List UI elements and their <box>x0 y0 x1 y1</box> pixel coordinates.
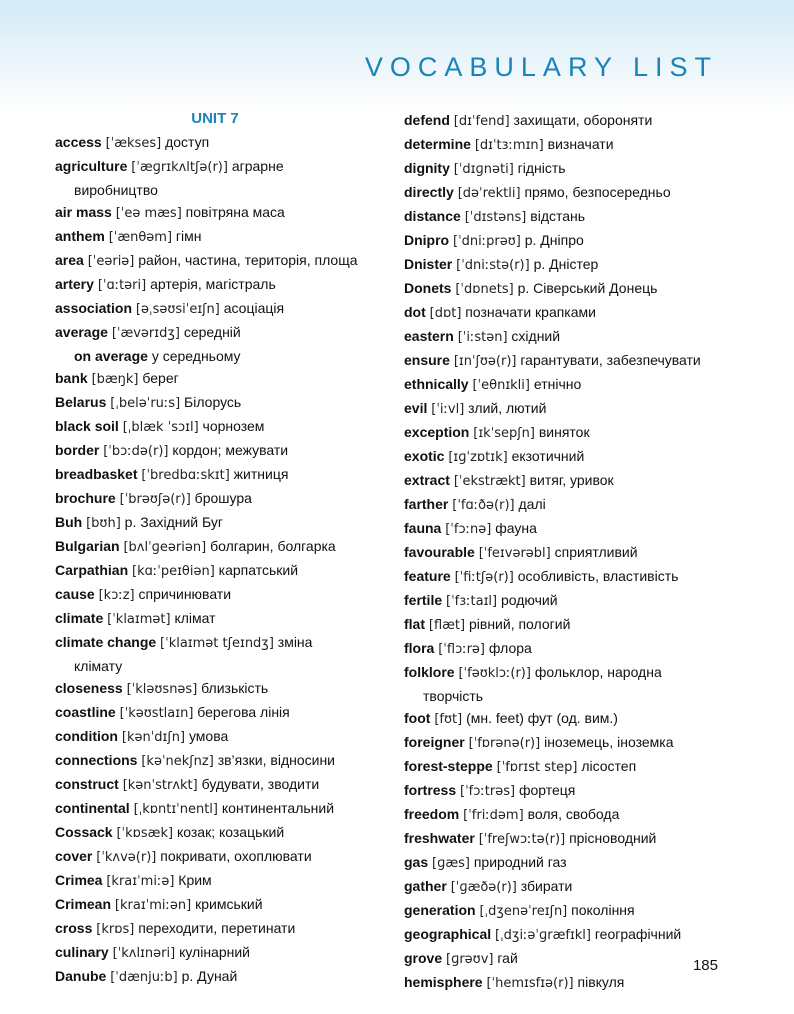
translation: екзотичний <box>511 448 585 464</box>
translation: злий, лютий <box>468 400 547 416</box>
transcription: [ˈklaɪmət tʃeɪndʒ] <box>160 636 274 651</box>
translation: покоління <box>571 902 635 918</box>
headword: Belarus <box>55 394 107 410</box>
translation: переходити, перетинати <box>138 920 296 936</box>
vocab-entry <box>404 803 744 827</box>
translation: брошура <box>194 490 252 506</box>
headword: freshwater <box>404 830 475 846</box>
transcription: [ˈdɪstəns] <box>464 210 527 225</box>
headword: construct <box>55 776 119 792</box>
transcription: [kənˈdɪʃn] <box>121 730 186 745</box>
vocab-entry <box>55 273 385 297</box>
transcription: [ˈkʌvə(r)] <box>96 850 157 865</box>
translation: середній <box>183 324 241 340</box>
headword: Bulgarian <box>55 538 120 554</box>
vocab-entry <box>55 773 385 797</box>
headword: breadbasket <box>55 466 138 482</box>
vocab-entry <box>404 851 744 875</box>
translation: покривати, охоплювати <box>160 848 312 864</box>
transcription: [kɑːˈpeɪθiən] <box>132 564 215 579</box>
translation: відстань <box>530 208 586 224</box>
transcription: [ˈfɔːnə] <box>445 522 492 537</box>
translation: збирати <box>520 878 573 894</box>
headword: connections <box>55 752 138 768</box>
headword: agriculture <box>55 158 128 174</box>
headword: air mass <box>55 204 112 220</box>
transcription: [dɪˈtɜːmɪn] <box>474 138 544 153</box>
transcription: [ˈfriːdəm] <box>463 808 524 823</box>
vocab-entry <box>404 373 744 397</box>
headword: Carpathian <box>55 562 129 578</box>
transcription: [ɪnˈʃʊə(r)] <box>453 354 517 369</box>
vocab-entry <box>404 707 744 731</box>
translation: аграрне <box>231 158 284 174</box>
headword: eastern <box>404 328 454 344</box>
vocab-entry <box>55 201 385 225</box>
transcription: [ˈfɒrɪst step] <box>496 760 578 775</box>
vocab-entry <box>404 133 744 157</box>
vocab-entry <box>55 725 385 749</box>
transcription: [ˈeəriə] <box>87 254 135 269</box>
entry-continuation <box>404 685 744 707</box>
transcription: [ˈdɪɡnəti] <box>453 162 514 177</box>
headword: evil <box>404 400 428 416</box>
vocab-entry <box>404 301 744 325</box>
vocab-entry <box>404 565 744 589</box>
headword: artery <box>55 276 94 292</box>
transcription: [ˈiːvl] <box>431 402 465 417</box>
headword: Donets <box>404 280 452 296</box>
vocab-entry <box>55 749 385 773</box>
vocab-entry <box>404 253 744 277</box>
headword: Crimea <box>55 872 103 888</box>
translation: сприятливий <box>554 544 638 560</box>
headword: border <box>55 442 100 458</box>
headword: average <box>55 324 108 340</box>
transcription: [ˌbeləˈruːs] <box>110 396 181 411</box>
translation: карпатський <box>218 562 299 578</box>
headword: Cossack <box>55 824 113 840</box>
translation: Крим <box>178 872 212 888</box>
vocab-entry <box>404 923 744 947</box>
transcription: [ˈflɔːrə] <box>438 642 486 657</box>
translation: захищати, обороняти <box>513 112 653 128</box>
translation: гімн <box>175 228 202 244</box>
translation: болгарин, болгарка <box>210 538 336 554</box>
transcription: [ˈkʌlɪnəri] <box>112 946 176 961</box>
headword: determine <box>404 136 471 152</box>
headword: defend <box>404 112 450 128</box>
transcription: [kənˈstrʌkt] <box>122 778 198 793</box>
translation: кулінарний <box>179 944 250 960</box>
transcription: [ˈɑːtəri] <box>97 278 147 293</box>
headword: generation <box>404 902 476 918</box>
translation: фауна <box>495 520 537 536</box>
vocab-entry <box>404 613 744 637</box>
translation: берег <box>142 370 179 386</box>
vocab-entry <box>404 205 744 229</box>
translation: близькість <box>201 680 269 696</box>
translation: географічний <box>594 926 682 942</box>
transcription: [ˈæɡrɪkʌltʃə(r)] <box>131 160 228 175</box>
translation: Білорусь <box>184 394 242 410</box>
transcription: [ˈɡæðə(r)] <box>450 880 517 895</box>
headword: fertile <box>404 592 443 608</box>
vocab-entry <box>404 349 744 373</box>
translation: артерія, магістраль <box>150 276 276 292</box>
vocab-entry <box>404 755 744 779</box>
transcription: [ˈeθnɪkli] <box>472 378 530 393</box>
transcription: [ɡrəʊv] <box>446 952 494 967</box>
vocab-entry <box>404 325 744 349</box>
translation: берегова лінія <box>197 704 290 720</box>
vocab-entry <box>55 821 385 845</box>
transcription: [ˈdniːstə(r)] <box>456 258 530 273</box>
translation: спричинювати <box>138 586 232 602</box>
vocab-entry <box>55 463 385 487</box>
page-title: VOCABULARY LIST <box>364 52 718 82</box>
entry-continuation <box>55 345 385 367</box>
headword: coastline <box>55 704 116 720</box>
vocab-entry <box>404 637 744 661</box>
transcription: [ˈklaɪmət] <box>107 612 171 627</box>
translation: кордон; межувати <box>172 442 289 458</box>
transcription: [ˈbredbɑːskɪt] <box>141 468 230 483</box>
headword: on average <box>74 348 148 364</box>
headword: freedom <box>404 806 460 822</box>
translation: клімат <box>174 610 216 626</box>
vocab-entry <box>404 731 744 755</box>
left-column <box>55 109 385 989</box>
vocab-entry <box>55 917 385 941</box>
transcription: [ˌkɒntɪˈnentl] <box>133 802 218 817</box>
vocab-entry <box>55 391 385 415</box>
vocab-entry <box>404 421 744 445</box>
transcription: [ɡæs] <box>432 856 470 871</box>
vocab-entry <box>55 845 385 869</box>
transcription: [ɪɡˈzɒtɪk] <box>448 450 508 465</box>
translation: козак; козацький <box>176 824 285 840</box>
headword: black soil <box>55 418 119 434</box>
headword: fortress <box>404 782 457 798</box>
vocab-entry <box>404 779 744 803</box>
headword: association <box>55 300 133 316</box>
transcription: [ˈfɑːðə(r)] <box>452 498 515 513</box>
transcription: [ˈeə mæs] <box>115 206 182 221</box>
headword: extract <box>404 472 450 488</box>
transcription: [ˈfɒrənə(r)] <box>468 736 541 751</box>
transcription: [ˌblæk ˈsɔɪl] <box>122 420 199 435</box>
headword: exception <box>404 424 470 440</box>
translation: чорнозем <box>202 418 265 434</box>
vocab-entry <box>55 367 385 391</box>
translation: прямо, безпосередньо <box>524 184 671 200</box>
translation: визначати <box>547 136 614 152</box>
vocab-entry <box>55 631 385 655</box>
headword: dot <box>404 304 426 320</box>
transcription: [ˈdniːprəʊ] <box>453 234 521 249</box>
vocab-entry <box>404 229 744 253</box>
headword: cause <box>55 586 95 602</box>
vocab-entry <box>404 277 744 301</box>
vocab-entry <box>55 583 385 607</box>
transcription: [krɒs] <box>96 922 135 937</box>
vocab-entry <box>404 661 744 685</box>
transcription: [ˈiːstən] <box>457 330 508 345</box>
headword: exotic <box>404 448 445 464</box>
headword: culinary <box>55 944 109 960</box>
right-entries <box>404 109 744 995</box>
headword: Buh <box>55 514 83 530</box>
headword: grove <box>404 950 443 966</box>
entry-continuation <box>55 179 385 201</box>
vocab-entry <box>404 469 744 493</box>
translation: природний газ <box>473 854 567 870</box>
vocab-entry <box>404 971 744 995</box>
vocab-entry <box>55 511 385 535</box>
transcription: [fʊt] <box>434 712 463 727</box>
translation: гідність <box>517 160 566 176</box>
vocab-entry <box>404 589 744 613</box>
translation: асоціація <box>223 300 285 316</box>
translation: творчість <box>423 688 484 704</box>
translation: витяг, уривок <box>529 472 614 488</box>
translation: р. Сіверський Донець <box>517 280 658 296</box>
translation: прісноводний <box>569 830 657 846</box>
translation: континентальний <box>221 800 335 816</box>
headword: foot <box>404 710 431 726</box>
transcription: [ˈdænjuːb] <box>110 970 178 985</box>
headword: fauna <box>404 520 442 536</box>
right-column <box>404 109 744 995</box>
translation: етнічно <box>533 376 582 392</box>
translation: іноземець, іноземка <box>544 734 674 750</box>
headword: geographical <box>404 926 492 942</box>
headword: access <box>55 134 102 150</box>
transcription: [əˌsəʊsiˈeɪʃn] <box>135 302 220 317</box>
vocab-entry <box>55 131 385 155</box>
headword: bank <box>55 370 88 386</box>
vocab-entry <box>55 941 385 965</box>
translation: повітряна маса <box>185 204 285 220</box>
translation: р. Західний Буг <box>124 514 224 530</box>
transcription: [ˈdɒnets] <box>455 282 514 297</box>
headword: closeness <box>55 680 123 696</box>
translation: рівний, пологий <box>468 616 571 632</box>
headword: gather <box>404 878 447 894</box>
headword: forest-steppe <box>404 758 493 774</box>
transcription: [ˈfɔːtrəs] <box>460 784 516 799</box>
headword: dignity <box>404 160 450 176</box>
headword: flora <box>404 640 435 656</box>
transcription: [ˈhemɪsfɪə(r)] <box>486 976 574 991</box>
transcription: [ˈænθəm] <box>108 230 173 245</box>
transcription: [dɒt] <box>429 306 462 321</box>
vocab-entry <box>55 607 385 631</box>
vocab-entry <box>55 701 385 725</box>
headword: climate change <box>55 634 157 650</box>
headword: directly <box>404 184 454 200</box>
headword: area <box>55 252 84 268</box>
transcription: [dɪˈfend] <box>453 114 510 129</box>
translation: у середньому <box>151 348 241 364</box>
vocab-entry <box>404 899 744 923</box>
translation: флора <box>488 640 532 656</box>
headword: flat <box>404 616 425 632</box>
vocab-entry <box>404 397 744 421</box>
vocab-entry <box>55 869 385 893</box>
translation: умова <box>188 728 229 744</box>
transcription: [ˈfəʊklɔː(r)] <box>458 666 531 681</box>
headword: Dnister <box>404 256 453 272</box>
transcription: [flæt] <box>428 618 466 633</box>
headword: continental <box>55 800 130 816</box>
translation: фольклор, народна <box>534 664 662 680</box>
translation: зв’язки, відносини <box>217 752 336 768</box>
headword: favourable <box>404 544 475 560</box>
vocab-entry <box>55 439 385 463</box>
transcription: [kraɪˈmiːə] <box>106 874 175 889</box>
translation: фортеця <box>518 782 576 798</box>
translation: кримський <box>195 896 263 912</box>
vocab-entry <box>404 109 744 133</box>
vocab-entry <box>55 893 385 917</box>
translation: виробництво <box>74 182 158 198</box>
transcription: [ˈækses] <box>105 136 162 151</box>
translation: клімату <box>74 658 123 674</box>
vocab-entry <box>55 797 385 821</box>
transcription: [ˈfeɪvərəbl] <box>478 546 551 561</box>
transcription: [ˈbrəʊʃə(r)] <box>119 492 191 507</box>
vocab-entry <box>404 493 744 517</box>
entry-continuation <box>55 655 385 677</box>
vocab-entry <box>55 321 385 345</box>
vocab-entry <box>55 677 385 701</box>
vocab-entry <box>404 541 744 565</box>
left-entries <box>55 131 385 989</box>
headword: foreigner <box>404 734 465 750</box>
translation: особливість, властивість <box>517 568 679 584</box>
translation: р. Дунай <box>181 968 238 984</box>
headword: gas <box>404 854 429 870</box>
headword: feature <box>404 568 451 584</box>
headword: cover <box>55 848 93 864</box>
headword: distance <box>404 208 461 224</box>
translation: півкуля <box>577 974 625 990</box>
headword: ensure <box>404 352 450 368</box>
vocab-entry <box>404 181 744 205</box>
transcription: [kɔːz] <box>98 588 135 603</box>
translation: (мн. feet) фут (од. вим.) <box>466 710 618 726</box>
transcription: [kəˈnekʃnz] <box>141 754 214 769</box>
vocab-entry <box>55 965 385 989</box>
headword: cross <box>55 920 93 936</box>
vocab-entry <box>55 415 385 439</box>
transcription: [bʌlˈɡeəriən] <box>123 540 207 555</box>
translation: доступ <box>165 134 210 150</box>
vocab-entry <box>404 827 744 851</box>
translation: східний <box>511 328 561 344</box>
translation: район, частина, територія, площа <box>138 252 358 268</box>
translation: далі <box>518 496 546 512</box>
translation: гай <box>497 950 518 966</box>
translation: р. Дністер <box>533 256 599 272</box>
transcription: [ˌdʒiːəˈɡræfɪkl] <box>495 928 591 943</box>
vocab-entry <box>404 875 744 899</box>
translation: виняток <box>538 424 590 440</box>
vocab-entry <box>55 225 385 249</box>
transcription: [ˌdʒenəˈreɪʃn] <box>479 904 568 919</box>
translation: зміна <box>277 634 313 650</box>
page-number: 185 <box>692 957 718 974</box>
transcription: [ˈekstrækt] <box>453 474 526 489</box>
headword: climate <box>55 610 104 626</box>
transcription: [ˈbɔːdə(r)] <box>103 444 169 459</box>
transcription: [ˈævərɪdʒ] <box>111 326 180 341</box>
translation: позначати крапками <box>465 304 596 320</box>
transcription: [ˈkləʊsnəs] <box>126 682 198 697</box>
transcription: [bæŋk] <box>91 372 139 387</box>
vocab-entry <box>55 535 385 559</box>
vocab-entry <box>55 155 385 179</box>
headword: anthem <box>55 228 105 244</box>
headword: brochure <box>55 490 116 506</box>
headword: folklore <box>404 664 455 680</box>
headword: Crimean <box>55 896 112 912</box>
headword: ethnically <box>404 376 469 392</box>
transcription: [ˈkɒsæk] <box>116 826 174 841</box>
headword: farther <box>404 496 449 512</box>
translation: р. Дніпро <box>524 232 584 248</box>
transcription: [kraɪˈmiːən] <box>114 898 192 913</box>
translation: родючий <box>501 592 558 608</box>
translation: житниця <box>233 466 289 482</box>
translation: будувати, зводити <box>201 776 320 792</box>
translation: воля, свобода <box>527 806 620 822</box>
vocab-entry <box>55 487 385 511</box>
transcription: [bʊh] <box>86 516 121 531</box>
vocab-entry <box>55 297 385 321</box>
headword: Dnipro <box>404 232 450 248</box>
headword: condition <box>55 728 118 744</box>
vocab-entry <box>404 445 744 469</box>
transcription: [dəˈrektli] <box>457 186 521 201</box>
translation: гарантувати, забезпечувати <box>520 352 701 368</box>
transcription: [ˈfiːtʃə(r)] <box>454 570 514 585</box>
transcription: [ɪkˈsepʃn] <box>473 426 535 441</box>
vocab-entry <box>404 157 744 181</box>
vocab-entry <box>404 517 744 541</box>
vocab-entry <box>55 559 385 583</box>
translation: лісостеп <box>581 758 637 774</box>
headword: Danube <box>55 968 107 984</box>
transcription: [ˈkəʊstlaɪn] <box>119 706 194 721</box>
unit-heading: UNIT 7 <box>191 110 239 127</box>
headword: hemisphere <box>404 974 483 990</box>
vocab-entry <box>55 249 385 273</box>
transcription: [ˈfreʃwɔːtə(r)] <box>478 832 566 847</box>
transcription: [ˈfɜːtaɪl] <box>446 594 498 609</box>
